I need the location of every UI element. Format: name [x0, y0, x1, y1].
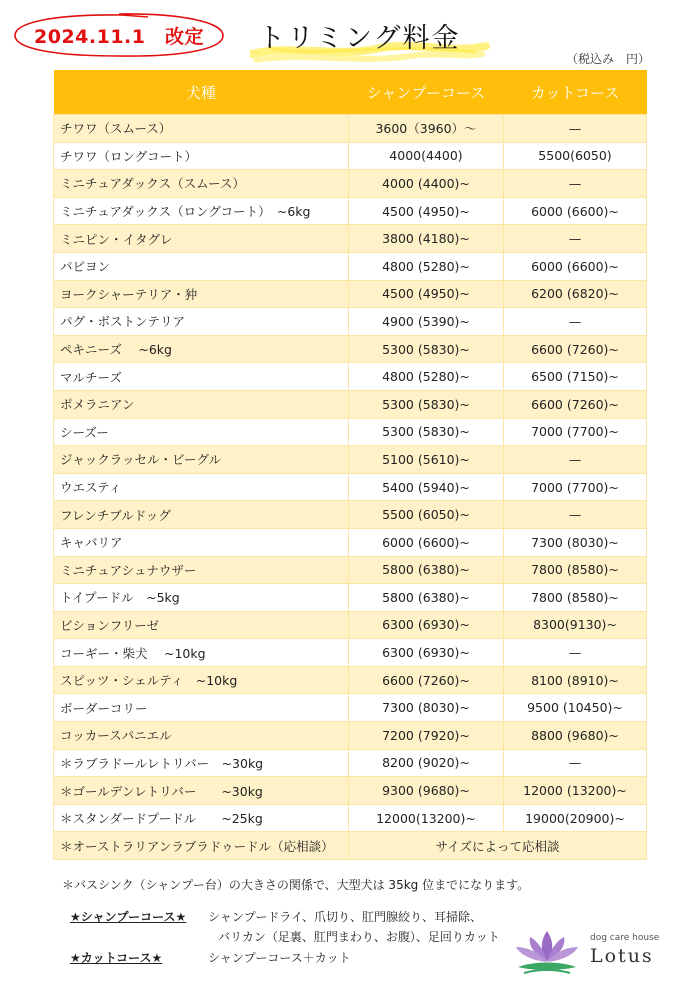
- revision-badge: [10, 10, 228, 60]
- breed-cell: ＊ゴールデンレトリバー ~30kg: [54, 777, 349, 805]
- cut-price-cell: 7000 (7700)~: [504, 418, 647, 446]
- breed-cell: パピヨン: [54, 252, 349, 280]
- cut-price-cell: 6600 (7260)~: [504, 335, 647, 363]
- cut-price-cell: —: [504, 170, 647, 198]
- shampoo-price-cell: 4000 (4400)~: [349, 170, 504, 198]
- table-row: [54, 501, 647, 529]
- table-row: [54, 197, 647, 225]
- breed-cell: コッカースパニエル: [54, 722, 349, 750]
- breed-cell: ビションフリーゼ: [54, 611, 349, 639]
- table-row: [54, 115, 647, 143]
- breed-cell: スピッツ・シェルティ ~10kg: [54, 666, 349, 694]
- shampoo-course-desc-line2: バリカン（足裏、肛門まわり、お腹）、足回りカット: [218, 930, 500, 944]
- table-row: [54, 363, 647, 391]
- lotus-logo: [510, 925, 660, 980]
- breed-cell: コーギー・柴犬 ~10kg: [54, 639, 349, 667]
- table-row: [54, 308, 647, 336]
- shampoo-price-cell: 5800 (6380)~: [349, 556, 504, 584]
- breed-cell: チワワ（ロングコート）: [54, 142, 349, 170]
- cut-price-cell: 7800 (8580)~: [504, 584, 647, 612]
- column-header-shampoo: シャンプーコース: [349, 70, 504, 115]
- table-row: [54, 418, 647, 446]
- cut-course-desc: シャンプーコース＋カット: [208, 951, 351, 965]
- table-row: [54, 777, 647, 805]
- shampoo-price-cell: 7300 (8030)~: [349, 694, 504, 722]
- table-row: [54, 446, 647, 474]
- cut-price-cell: 6500 (7150)~: [504, 363, 647, 391]
- cut-price-cell: 8100 (8910)~: [504, 666, 647, 694]
- shampoo-price-cell: 7200 (7920)~: [349, 722, 504, 750]
- breed-cell: トイプードル ~5kg: [54, 584, 349, 612]
- table-row: [54, 528, 647, 556]
- breed-cell: チワワ（スムース）: [54, 115, 349, 143]
- shampoo-course-label: ★シャンプーコース★: [70, 910, 187, 924]
- price-table-body: [54, 115, 647, 860]
- breed-cell: ボーダーコリー: [54, 694, 349, 722]
- cut-price-cell: 19000(20900)~: [504, 804, 647, 832]
- cut-price-cell: 7300 (8030)~: [504, 528, 647, 556]
- cut-price-cell: —: [504, 115, 647, 143]
- shampoo-price-cell: 4800 (5280)~: [349, 252, 504, 280]
- cut-price-cell: 6200 (6820)~: [504, 280, 647, 308]
- shampoo-price-cell: 4500 (4950)~: [349, 197, 504, 225]
- breed-cell: ウエスティ: [54, 473, 349, 501]
- table-row-consult: [54, 832, 647, 860]
- shampoo-price-cell: 4500 (4950)~: [349, 280, 504, 308]
- breed-cell: キャバリア: [54, 528, 349, 556]
- table-row: [54, 225, 647, 253]
- breed-cell: ミニチュアダックス（ロングコート） ~6kg: [54, 197, 349, 225]
- shampoo-price-cell: 3600（3960）～: [349, 115, 504, 143]
- table-row: [54, 639, 647, 667]
- cut-price-cell: 8800 (9680)~: [504, 722, 647, 750]
- unit-note: （税込み 円）: [566, 52, 651, 66]
- logo-subtitle: dog care house: [590, 933, 660, 943]
- shampoo-price-cell: 6300 (6930)~: [349, 639, 504, 667]
- column-header-cut: カットコース: [504, 70, 647, 115]
- cut-price-cell: —: [504, 225, 647, 253]
- breed-cell: ヨークシャーテリア・狆: [54, 280, 349, 308]
- table-row: [54, 170, 647, 198]
- cut-price-cell: —: [504, 308, 647, 336]
- breed-cell: ミニピン・イタグレ: [54, 225, 349, 253]
- shampoo-price-cell: 9300 (9680)~: [349, 777, 504, 805]
- cut-price-cell: 9500 (10450)~: [504, 694, 647, 722]
- cut-price-cell: —: [504, 639, 647, 667]
- breed-cell: マルチーズ: [54, 363, 349, 391]
- cut-price-cell: 6000 (6600)~: [504, 197, 647, 225]
- breed-cell: ＊スタンダードプードル ~25kg: [54, 804, 349, 832]
- cut-price-cell: 12000 (13200)~: [504, 777, 647, 805]
- lotus-flower-icon: [510, 925, 585, 980]
- breed-cell: シーズー: [54, 418, 349, 446]
- cut-price-cell: —: [504, 501, 647, 529]
- breed-cell: ジャックラッセル・ビーグル: [54, 446, 349, 474]
- cut-price-cell: 7000 (7700)~: [504, 473, 647, 501]
- shampoo-price-cell: 4000(4400): [349, 142, 504, 170]
- shampoo-price-cell: 6600 (7260)~: [349, 666, 504, 694]
- table-header-row: [54, 70, 647, 115]
- cut-price-cell: —: [504, 446, 647, 474]
- logo-name: Lotus: [590, 945, 654, 967]
- shampoo-course-desc-line1: シャンプードライ、爪切り、肛門腺絞り、耳掃除、: [208, 910, 482, 924]
- cut-price-cell: 7800 (8580)~: [504, 556, 647, 584]
- cut-price-cell: 6600 (7260)~: [504, 390, 647, 418]
- shampoo-price-cell: 5500 (6050)~: [349, 501, 504, 529]
- cut-price-cell: 6000 (6600)~: [504, 252, 647, 280]
- table-row: [54, 749, 647, 777]
- breed-cell: ペキニーズ ~6kg: [54, 335, 349, 363]
- page-title: トリミング料金: [258, 23, 461, 54]
- cut-price-cell: —: [504, 749, 647, 777]
- size-limit-footnote: ＊バスシンク（シャンプー台）の大きさの関係で、大型犬は 35kg 位までになります。: [62, 878, 530, 892]
- shampoo-price-cell: 6300 (6930)~: [349, 611, 504, 639]
- table-row: [54, 611, 647, 639]
- table-row: [54, 335, 647, 363]
- table-row: [54, 804, 647, 832]
- consult-note-cell: サイズによって応相談: [349, 832, 647, 860]
- breed-cell: ミニチュアシュナウザー: [54, 556, 349, 584]
- table-row: [54, 280, 647, 308]
- cut-course-label: ★カットコース★: [70, 951, 163, 965]
- shampoo-price-cell: 5300 (5830)~: [349, 418, 504, 446]
- table-row: [54, 556, 647, 584]
- shampoo-price-cell: 6000 (6600)~: [349, 528, 504, 556]
- breed-cell: ＊ラブラドールレトリバー ~30kg: [54, 749, 349, 777]
- table-row: [54, 722, 647, 750]
- shampoo-price-cell: 5100 (5610)~: [349, 446, 504, 474]
- shampoo-price-cell: 5300 (5830)~: [349, 335, 504, 363]
- breed-cell: ＊オーストラリアンラブラドゥードル（応相談）: [54, 832, 349, 860]
- breed-cell: ミニチュアダックス（スムース）: [54, 170, 349, 198]
- revision-date: 2024.11.1 改定: [34, 25, 204, 48]
- shampoo-price-cell: 12000(13200)~: [349, 804, 504, 832]
- table-row: [54, 390, 647, 418]
- table-row: [54, 666, 647, 694]
- breed-cell: ポメラニアン: [54, 390, 349, 418]
- breed-cell: パグ・ボストンテリア: [54, 308, 349, 336]
- shampoo-price-cell: 8200 (9020)~: [349, 749, 504, 777]
- cut-price-cell: 8300(9130)~: [504, 611, 647, 639]
- price-table: [53, 70, 647, 860]
- table-row: [54, 584, 647, 612]
- table-row: [54, 252, 647, 280]
- table-row: [54, 473, 647, 501]
- breed-cell: フレンチブルドッグ: [54, 501, 349, 529]
- column-header-breed: 犬種: [54, 70, 349, 115]
- shampoo-price-cell: 5400 (5940)~: [349, 473, 504, 501]
- shampoo-price-cell: 3800 (4180)~: [349, 225, 504, 253]
- shampoo-price-cell: 4900 (5390)~: [349, 308, 504, 336]
- table-row: [54, 142, 647, 170]
- cut-price-cell: 5500(6050): [504, 142, 647, 170]
- title-block: [250, 14, 490, 70]
- table-row: [54, 694, 647, 722]
- shampoo-price-cell: 4800 (5280)~: [349, 363, 504, 391]
- shampoo-price-cell: 5300 (5830)~: [349, 390, 504, 418]
- shampoo-price-cell: 5800 (6380)~: [349, 584, 504, 612]
